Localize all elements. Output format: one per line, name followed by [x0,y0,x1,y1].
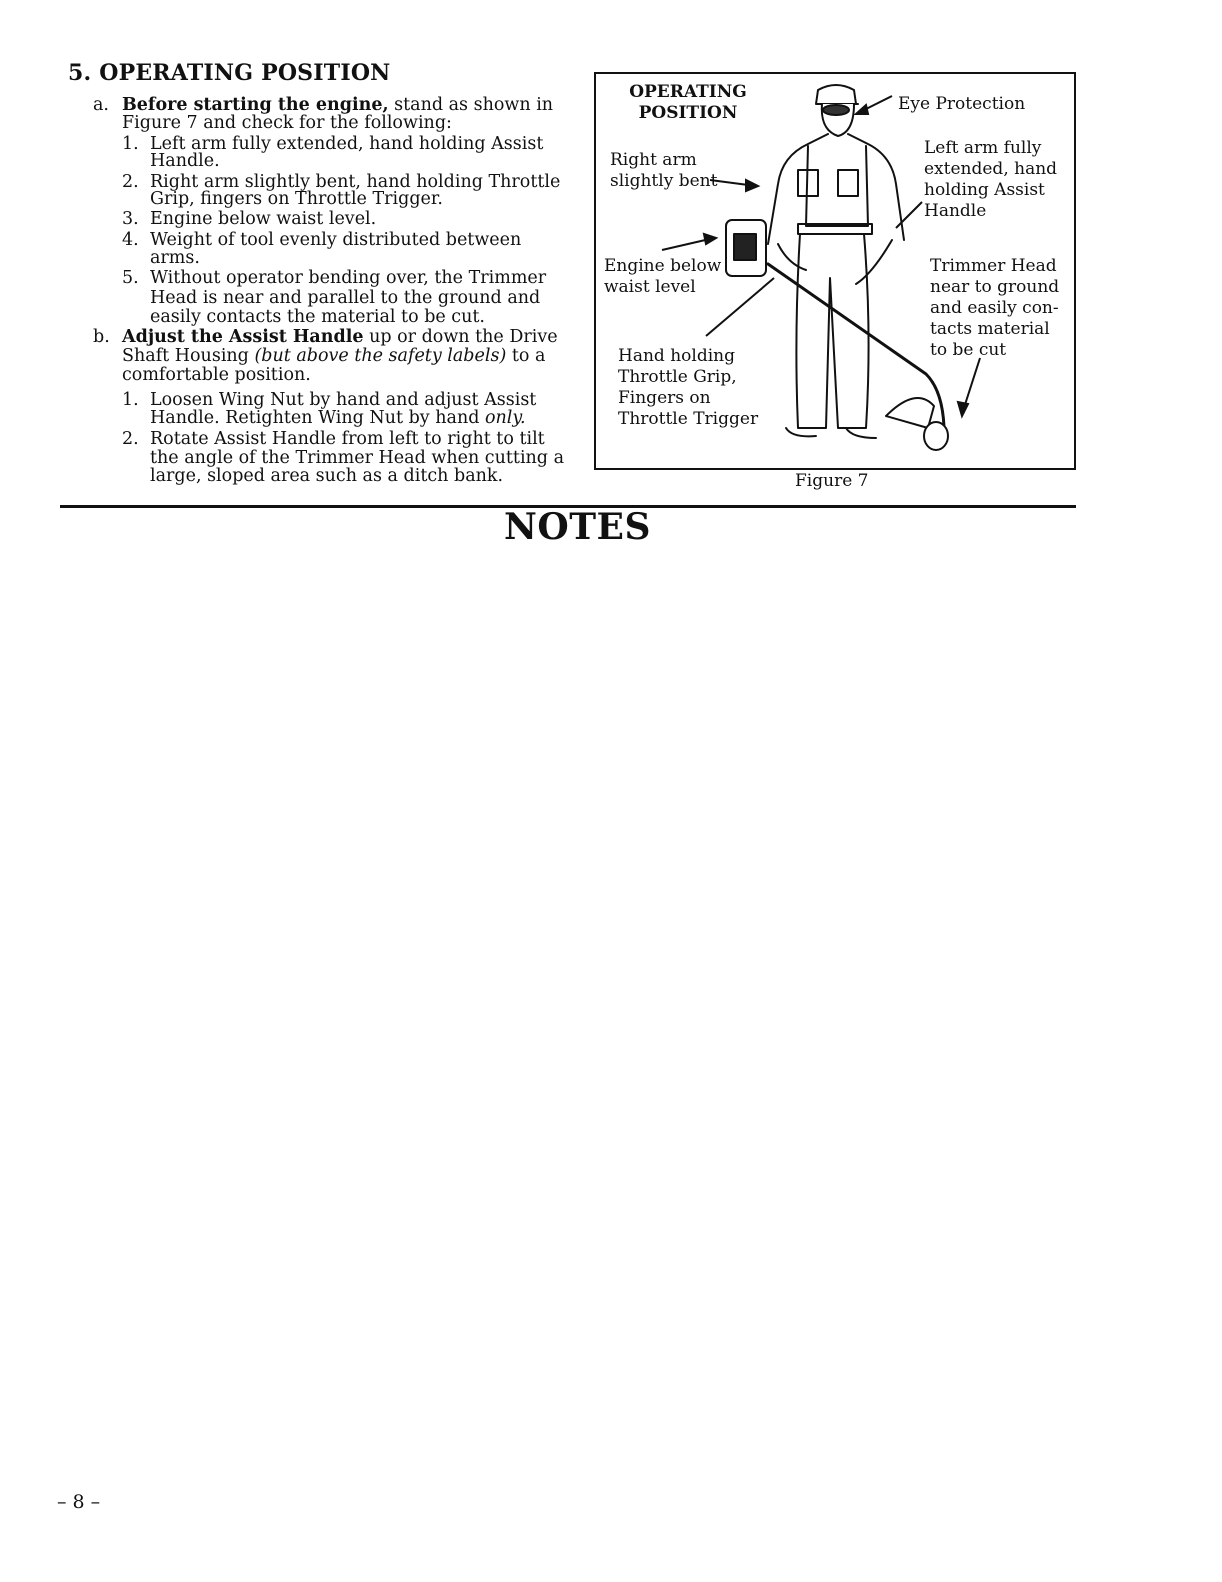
label-engine-line1: Engine below [604,256,722,276]
label-trimmer-head-line5: to be cut [930,340,1007,360]
a5-line2: Head is near and parallel to the ground and [150,288,541,308]
label-hand-holding-line2: Throttle Grip, [618,367,737,387]
item-b-marker: b. [93,327,110,347]
item-a-lead-rest: stand as shown in [388,95,554,115]
item-b-lead-rest: up or down the Drive [363,327,558,347]
label-trimmer-head [930,256,1059,361]
a3-num: 3. [122,209,139,229]
item-b-lead [122,328,558,347]
item-b-line2-post: to a [506,346,546,366]
label-eye-protection: Eye Protection [898,94,1026,114]
a2-line1: Right arm slightly bent, hand holding Throttle [150,172,561,192]
goggles-shape [823,105,849,115]
a1-num: 1. [122,134,139,154]
b2-line3: large, sloped area such as a ditch bank. [150,466,504,486]
label-hand-holding-line4: Throttle Trigger [618,409,759,429]
label-trimmer-head-line3: and easily con- [930,298,1059,318]
cap-shape [816,85,856,104]
label-right-arm [610,150,717,192]
label-left-arm [924,138,1057,222]
item-b-bold: Adjust the Assist Handle [122,327,364,347]
label-trimmer-head-line2: near to ground [930,277,1060,297]
a4-num: 4. [122,230,139,250]
a2-line2: Grip, fingers on Throttle Trigger. [150,189,443,209]
figure-title-line1: OPERATING [629,82,747,102]
a3-line1: Engine below waist level. [150,209,377,229]
b1-line1: Loosen Wing Nut by hand and adjust Assist [150,390,537,410]
label-trimmer-head-line1: Trimmer Head [930,256,1057,276]
label-trimmer-head-line4: tacts material [930,319,1050,339]
page-number: – 8 – [57,1491,101,1513]
a5-num: 5. [122,268,139,288]
item-a-marker: a. [93,95,109,115]
b2-num: 2. [122,429,139,449]
b2-line2: the angle of the Trimmer Head when cutting a [150,448,565,468]
notes-title: NOTES [504,506,651,548]
a4-line2: arms. [150,248,200,268]
a4-line1: Weight of tool evenly distributed between [150,230,522,250]
a5-line3: easily contacts the material to be cut. [150,307,485,327]
item-b-line2-italic: (but above the safety labels) [254,346,507,366]
label-left-arm-line3: holding Assist [924,180,1045,200]
label-left-arm-line2: extended, hand [924,159,1058,179]
label-hand-holding-line3: Fingers on [618,388,711,408]
figure-7-box [594,72,1076,470]
a2-num: 2. [122,172,139,192]
b1-num: 1. [122,390,139,410]
a1-line2: Handle. [150,151,220,171]
label-right-arm-line2: slightly bent [610,171,718,191]
b2-line1: Rotate Assist Handle from left to right to tilt [150,429,545,449]
label-hand-holding [618,346,758,430]
a1-line1: Left arm fully extended, hand holding Assist [150,134,544,154]
item-b-line2-pre: Shaft Housing [122,346,255,366]
label-engine [604,256,721,298]
section-title: 5. OPERATING POSITION [68,60,391,86]
figure-title-line2: POSITION [638,103,738,123]
b1-line2 [150,409,526,428]
label-left-arm-line1: Left arm fully [924,138,1042,158]
item-a-bold: Before starting the engine, [122,95,389,115]
item-b-line2 [122,347,545,366]
label-engine-line2: waist level [604,277,696,297]
a5-line1: Without operator bending over, the Trimmer [150,268,547,288]
label-right-arm-line1: Right arm [610,150,697,170]
b1-line2-italic: only. [485,408,526,428]
figure-caption: Figure 7 [795,471,869,491]
item-b-line3: comfortable position. [122,365,311,385]
label-left-arm-line4: Handle [924,201,987,221]
b1-line2-pre: Handle. Retighten Wing Nut by hand [150,408,485,428]
item-a-line2: Figure 7 and check for the following: [122,113,452,133]
label-hand-holding-line1: Hand holding [618,346,735,366]
